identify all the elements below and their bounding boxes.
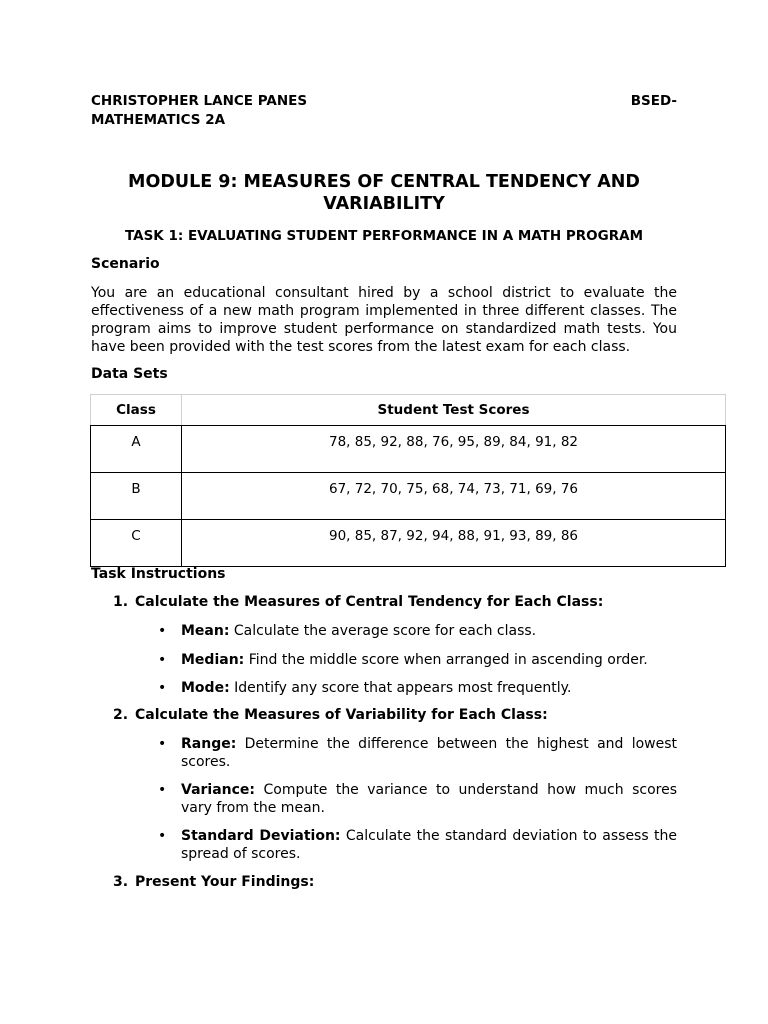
class-cell: A (91, 426, 182, 473)
class-cell: B (91, 473, 182, 520)
bullet-term: Mode: (181, 680, 230, 696)
table-row (91, 520, 726, 567)
program-section: MATHEMATICS 2A (91, 112, 226, 128)
author-line (91, 93, 677, 109)
table-row (91, 473, 726, 520)
instruction-item-1 (113, 594, 673, 610)
bullet-term: Range: (181, 736, 237, 752)
scenario-heading: Scenario (91, 256, 160, 272)
task-title: TASK 1: EVALUATING STUDENT PERFORMANCE IN A MATH PROGRAM (124, 228, 644, 244)
bullet-icon: • (158, 782, 167, 798)
item-number: 1. (113, 594, 129, 610)
bullet-term: Standard Deviation: (181, 828, 341, 844)
bullet-icon: • (158, 623, 167, 639)
instruction-item-3 (113, 874, 673, 890)
data-sets-heading: Data Sets (91, 366, 168, 382)
item-number: 3. (113, 874, 129, 890)
column-header-scores: Student Test Scores (182, 395, 726, 426)
scores-cell: 67, 72, 70, 75, 68, 74, 73, 71, 69, 76 (182, 473, 726, 520)
bullet-text: Determine the difference between the highest and lowest scores. (181, 736, 677, 770)
instruction-item-2 (113, 707, 673, 723)
module-title-line-2: VARIABILITY (323, 194, 445, 214)
scores-cell: 90, 85, 87, 92, 94, 88, 91, 93, 89, 86 (182, 520, 726, 567)
item-label: Present Your Findings: (135, 874, 315, 890)
class-cell: C (91, 520, 182, 567)
bullet-text: Calculate the average score for each class. (229, 623, 537, 639)
bullet-text: Identify any score that appears most frequently. (229, 680, 572, 696)
module-title (100, 171, 668, 215)
table-header-row (91, 395, 726, 426)
bullet-icon: • (158, 680, 167, 696)
bullet-term: Median: (181, 652, 245, 668)
item-number: 2. (113, 707, 129, 723)
bullet-text: Find the middle score when arranged in ascending order. (244, 652, 648, 668)
task-instructions-heading: Task Instructions (91, 566, 226, 582)
bullet-icon: • (158, 828, 167, 844)
bullet-term: Mean: (181, 623, 230, 639)
author-name: CHRISTOPHER LANCE PANES (91, 93, 308, 109)
data-sets-table (90, 394, 726, 567)
scenario-paragraph: You are an educational consultant hired by a school district to evaluate the effectiveness of a new math program implemented in three different classes. The program aims to improve student performance on standardized math tests. You have been provided with the test scores from the latest exam for each class. (91, 285, 677, 355)
module-title-line-1: MODULE 9: MEASURES OF CENTRAL TENDENCY AND (128, 172, 640, 192)
program-label: BSED- (630, 93, 677, 109)
bullet-icon: • (158, 652, 167, 668)
bullet-term: Variance: (181, 782, 256, 798)
column-header-class: Class (91, 395, 182, 426)
item-label: Calculate the Measures of Central Tendency for Each Class: (135, 594, 604, 610)
bullet-text: Calculate the standard deviation to assess the spread of scores. (181, 828, 677, 862)
bullet-icon: • (158, 736, 167, 752)
scores-cell: 78, 85, 92, 88, 76, 95, 89, 84, 91, 82 (182, 426, 726, 473)
bullet-text: Compute the variance to understand how much scores vary from the mean. (181, 782, 677, 816)
table-row (91, 426, 726, 473)
item-label: Calculate the Measures of Variability for Each Class: (135, 707, 548, 723)
program-line (91, 112, 677, 128)
